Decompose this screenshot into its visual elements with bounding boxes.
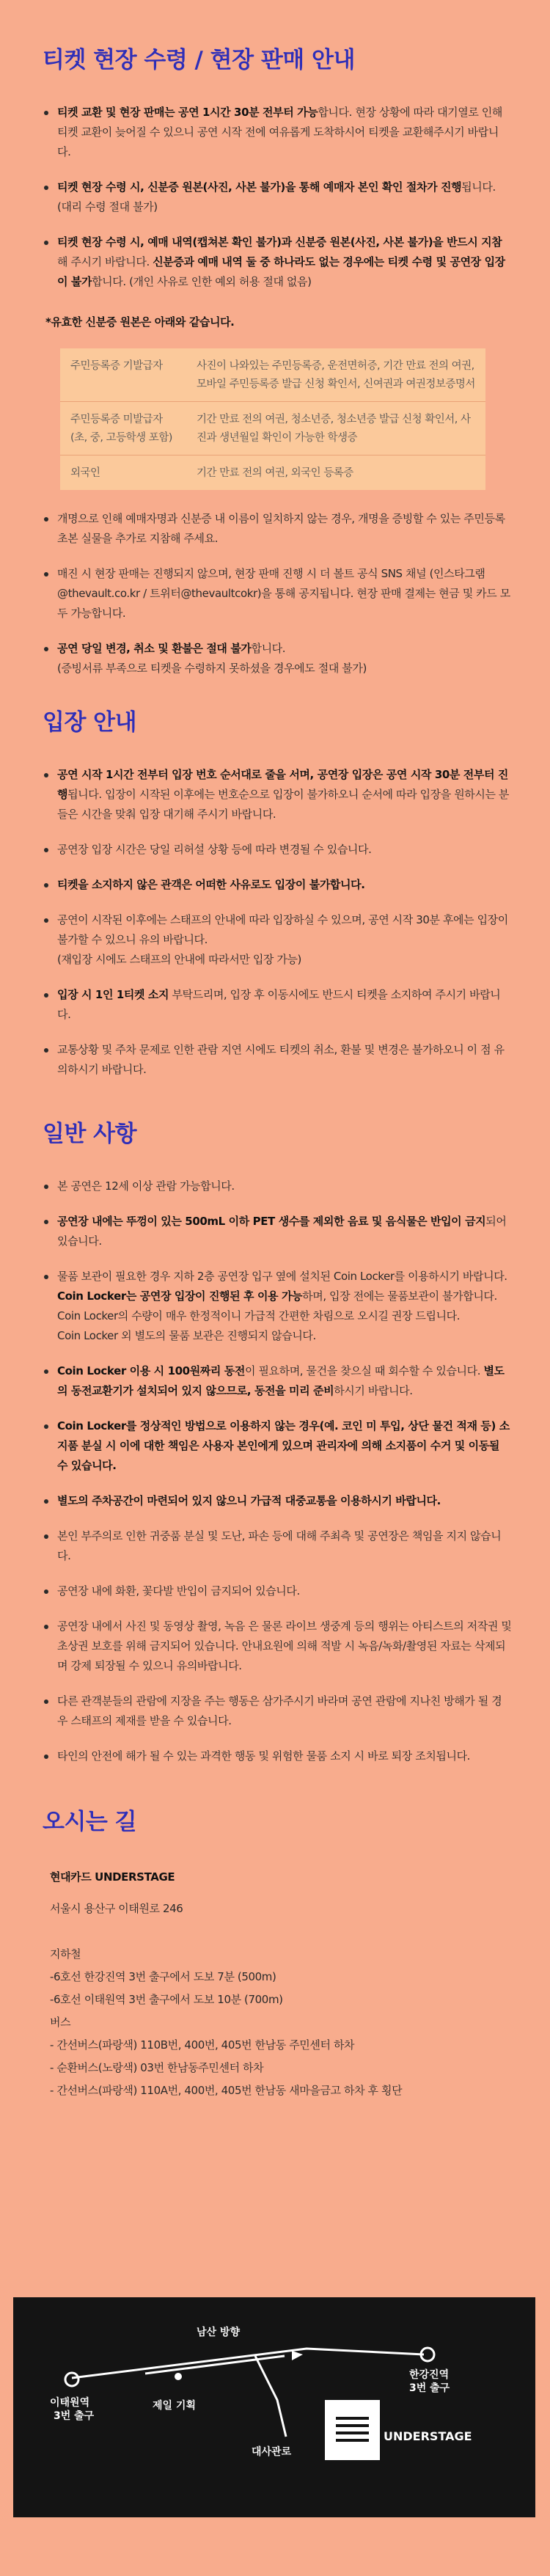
section-title-ticket: 티켓 현장 수령 / 현장 판매 안내 — [43, 47, 355, 73]
map-label-itaewon-exit: 3번 출구 — [54, 2410, 95, 2422]
list-item: Coin Locker를 정상적인 방법으로 이용하지 않는 경우(예. 코인 미 투입, 상단 물건 적재 등) 소지품 분실 시 이에 대한 책임은 사용자 본인에게 있으며 관리자에 의해 소지품이 수거 및 이동될 수 있습니다. — [43, 1416, 512, 1476]
bus-route: - 간선버스(파랑색) 110B번, 400번, 405번 한남동 주민센터 하차 — [50, 2038, 355, 2052]
list-item: 공연이 시작된 이후에는 스태프의 안내에 따라 입장하실 수 있으며, 공연 시작 30분 후에는 입장이 불가할 수 있으니 유의 바랍니다. (재입장 시에도 스태프의 안내에 따라서만 입장 가능) — [43, 910, 512, 970]
list-item: 본인 부주의로 인한 귀중품 분실 및 도난, 파손 등에 대해 주최측 및 공연장은 책임을 지지 않습니다. — [43, 1526, 512, 1566]
list-item: 교통상황 및 주차 문제로 인한 관람 지연 시에도 티켓의 취소, 환불 및 변경은 불가하오니 이 점 유의하시기 바랍니다. — [43, 1040, 512, 1080]
list-item: 본 공연은 12세 이상 관람 가능합니다. — [43, 1177, 512, 1196]
list-item: 다른 관객분들의 관람에 지장을 주는 행동은 삼가주시기 바라며 공연 관람에 지나친 방해가 될 경우 스태프의 제재를 받을 수 있습니다. — [43, 1691, 512, 1731]
section-title-entry: 입장 안내 — [43, 709, 137, 736]
list-item: 티켓을 소지하지 않은 관객은 어떠한 사유로도 입장이 불가합니다. — [43, 875, 512, 895]
ticket-notice-list — [43, 103, 512, 292]
valid-id-table — [60, 348, 485, 490]
list-item: 공연장 입장 시간은 당일 리허설 상황 등에 따라 변경될 수 있습니다. — [43, 840, 512, 860]
table-cell: 기간 만료 전의 여권, 외국인 등록증 — [197, 467, 353, 479]
section-title-general: 일반 사항 — [43, 1121, 137, 1147]
list-item: 개명으로 인해 예매자명과 신분증 내 이름이 일치하지 않는 경우, 개명을 증빙할 수 있는 주민등록 초본 실물을 추가로 지참해 주세요. — [43, 509, 512, 549]
directions — [43, 1866, 512, 2102]
list-item: 물품 보관이 필요한 경우 지하 2층 공연장 입구 옆에 설치된 Coin Locker를 이용하시기 바랍니다. Coin Locker는 공연장 입장이 진행된 후 이용 가능하며, 입장 전에는 물품보관이 불가합니다. Coin Locker의 수량이 매우 한정적이니 가급적 간편한 차림으로 오시길 권장 드립니다. Coin Locker 외 별도의 물품 보관은 진행되지 않습니다. — [43, 1267, 512, 1346]
jeil-marker — [175, 2373, 182, 2380]
list-item: 공연장 내에서 사진 및 동영상 촬영, 녹음 은 물론 라이브 생중계 등의 행위는 아티스트의 저작권 및 초상권 보호를 위해 금지되어 있습니다. 안내요원에 의해 적발 시 녹음/녹화/촬영된 자료는 삭제되며 강제 퇴장될 수 있으니 유의바랍니다. — [43, 1617, 512, 1676]
list-item: Coin Locker 이용 시 100원짜리 동전이 필요하며, 물건을 찾으실 때 회수할 수 있습니다. 별도의 동전교환기가 설치되어 있지 않으므로, 동전을 미리 준비하시기 바랍니다. — [43, 1361, 512, 1401]
location-map — [13, 2297, 535, 2517]
list-item: 입장 시 1인 1티켓 소지 부탁드리며, 입장 후 이동시에도 반드시 티켓을 소지하여 주시기 바랍니다. — [43, 985, 512, 1025]
section-title-directions: 오시는 길 — [43, 1809, 137, 1835]
bus-title: 버스 — [50, 2016, 71, 2029]
valid-id-intro: *유효한 신분증 원본은 아래와 같습니다. — [45, 315, 235, 329]
list-item: 별도의 주차공간이 마련되어 있지 않으니 가급적 대중교통을 이용하시기 바랍니다. — [43, 1491, 512, 1511]
table-row — [60, 455, 485, 491]
entry-notice-list — [43, 765, 512, 1080]
itaewon-station-marker — [65, 2373, 78, 2386]
map-label-hangang-exit: 3번 출구 — [409, 2382, 450, 2394]
venue-name: 현대카드 UNDERSTAGE — [50, 1870, 175, 1884]
table-cell: 주민등록증 기발급자 — [60, 348, 189, 402]
list-item: 타인의 안전에 해가 될 수 있는 과격한 행동 및 위험한 물품 소지 시 바로 퇴장 조치됩니다. — [43, 1746, 512, 1766]
list-item: 공연장 내에는 뚜껑이 있는 500mL 이하 PET 생수를 제외한 음료 및 음식물은 반입이 금지되어 있습니다. — [43, 1212, 512, 1251]
bus-route: - 간선버스(파랑색) 110A번, 400번, 405번 한남동 새마을금고 하차 후 횡단 — [50, 2084, 403, 2097]
table-row — [60, 402, 485, 455]
subway-route: -6호선 한강진역 3번 출구에서 도보 7분 (500m) — [50, 1970, 276, 1983]
list-item: 공연장 내에 화환, 꽃다발 반입이 금지되어 있습니다. — [43, 1581, 512, 1601]
subway-title: 지하철 — [50, 1947, 81, 1961]
table-cell: 외국인 — [70, 467, 100, 479]
map-label-hangang: 한강진역 — [409, 2369, 450, 2381]
map-label-embassy: 대사관로 — [252, 2446, 292, 2458]
subway-route: -6호선 이태원역 3번 출구에서 도보 10분 (700m) — [50, 1993, 283, 2006]
bus-route: - 순환버스(노랑색) 03번 한남동주민센터 하차 — [50, 2061, 264, 2074]
general-notice-list — [43, 1177, 512, 1766]
table-cell: 기간 만료 전의 여권, 청소년증, 청소년증 발급 신청 확인서, 사진과 생년월일 확인이 가능한 학생증 — [189, 402, 485, 455]
venue-address: 서울시 용산구 이태원로 246 — [50, 1902, 183, 1915]
list-item: 매진 시 현장 판매는 진행되지 않으며, 현장 판매 진행 시 더 볼트 공식 SNS 채널 (인스타그램 @thevault.co.kr / 트위터@thevaultcokr)을 통해 공지됩니다. 현장 판매 결제는 현금 및 카드 모두 가능합니다. — [43, 564, 512, 623]
table-cell: 사진이 나와있는 주민등록증, 운전면허증, 기간 만료 전의 여권, 모바일 주민등록증 발급 신청 확인서, 신여권과 여권정보증명서 — [189, 348, 485, 402]
list-item: 티켓 현장 수령 시, 예매 내역(캡쳐본 확인 불가)과 신분증 원본(사진, 사본 불가)을 반드시 지참해 주시기 바랍니다. 신분증과 예매 내역 둘 중 하나라도 없는 경우에는 티켓 수령 및 공연장 입장이 불가합니다. (개인 사유로 인한 예외 허용 절대 없음) — [43, 233, 512, 292]
list-item: 공연 당일 변경, 취소 및 환불은 절대 불가합니다. (증빙서류 부족으로 티켓을 수령하지 못하셨을 경우에도 절대 불가) — [43, 639, 512, 678]
list-item: 공연 시작 1시간 전부터 입장 번호 순서대로 줄을 서며, 공연장 입장은 공연 시작 30분 전부터 진행됩니다. 입장이 시작된 이후에는 번호순으로 입장이 불가하오니 순서에 따라 입장을 원하시는 분들은 시간을 맞춰 입장 대기해 주시기 바랍니다. — [43, 765, 512, 824]
table-cell: 주민등록증 미발급자 (초, 중, 고등학생 포함) — [60, 402, 189, 455]
list-item: 티켓 교환 및 현장 판매는 공연 1시간 30분 전부터 가능합니다. 현장 상황에 따라 대기열로 인해 티켓 교환이 늦어질 수 있으니 공연 시작 전에 여유롭게 도착하시어 티켓을 교환해주시기 바랍니다. — [43, 103, 512, 162]
list-item: 티켓 현장 수령 시, 신분증 원본(사진, 사본 불가)을 통해 예매자 본인 확인 절차가 진행됩니다. (대리 수령 절대 불가) — [43, 178, 512, 217]
table-row — [60, 348, 485, 402]
understage-building-icon — [325, 2400, 380, 2460]
map-label-understage: UNDERSTAGE — [384, 2429, 472, 2443]
map-label-itaewon: 이태원역 — [50, 2397, 90, 2409]
map-label-north: 남산 방향 — [197, 2327, 240, 2338]
ticket-notice-list-2 — [43, 509, 512, 678]
map-label-jeil: 제일 기획 — [153, 2400, 196, 2412]
